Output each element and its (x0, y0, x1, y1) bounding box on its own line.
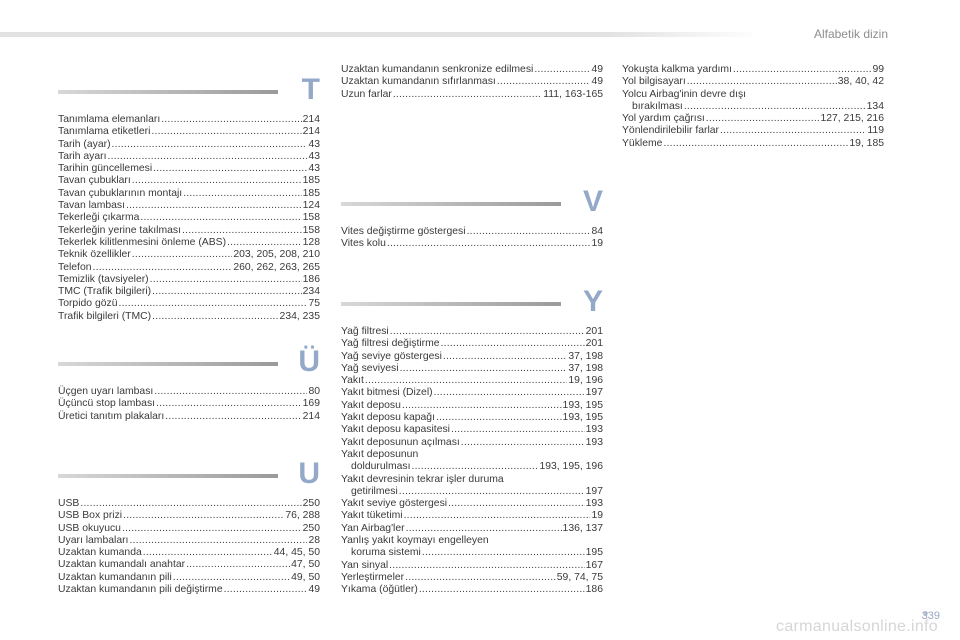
section-u (58, 454, 320, 596)
entry-term: Uzaktan kumandanın pili değiştirme (58, 584, 223, 596)
dot-leader (461, 437, 585, 449)
index-entry (341, 226, 603, 238)
entry-pages: 43 (308, 150, 320, 162)
entry-pages: 193, 195 (562, 399, 603, 411)
index-entry (58, 311, 320, 323)
dot-leader (434, 387, 585, 399)
entry-pages: 19 (591, 238, 603, 250)
index-entry-list (622, 64, 884, 150)
entry-pages: 185 (302, 187, 320, 199)
section-divider (58, 474, 278, 478)
index-entry (341, 338, 603, 350)
entry-term: Vites kolu (341, 238, 386, 250)
section-letter: U (298, 457, 320, 490)
entry-pages: 124 (302, 200, 320, 212)
index-entry (341, 424, 603, 436)
dot-leader (143, 547, 273, 559)
index-entry (58, 523, 320, 535)
entry-pages: 19, 185 (849, 137, 884, 149)
entry-term: Tanımlama etiketleri (58, 126, 151, 138)
dot-leader (405, 572, 556, 584)
entry-term: Yol bilgisayarı (622, 76, 686, 88)
entry-pages: 195 (585, 547, 603, 559)
entry-term: Yağ filtresi (341, 326, 389, 337)
entry-term: Yokuşta kalkma yardımı (622, 64, 732, 75)
index-entry (341, 437, 603, 449)
entry-pages: 37, 198 (568, 350, 603, 362)
index-entry (58, 510, 320, 522)
index-entry (341, 584, 603, 596)
index-entry (58, 535, 320, 547)
section-header (58, 70, 320, 110)
entry-term: TMC (Trafik bilgileri) (58, 286, 152, 298)
entry-term: Uzaktan kumandanın sıfırlanması (341, 76, 496, 88)
entry-term: USB okuyucu (58, 522, 121, 534)
index-entry (341, 560, 603, 572)
dot-leader (443, 351, 567, 363)
entry-term: Tavan lambası (58, 200, 125, 212)
section-divider (341, 302, 561, 306)
entry-term: getirilmesi (351, 485, 398, 497)
index-entry-list (58, 498, 320, 596)
section-header (58, 342, 320, 382)
index-entry (341, 387, 603, 399)
entry-pages: 49 (591, 76, 603, 88)
entry-term: Tavan çubuklarının montajı (58, 187, 183, 199)
section-header (341, 282, 603, 322)
entry-term: Yağ seviye göstergesi (341, 350, 442, 362)
watermark: carmanualsonline.info (776, 618, 938, 635)
entry-term: Uzun farlar (341, 88, 392, 100)
dot-leader (153, 163, 307, 175)
entry-term: Vites değiştirme göstergesi (341, 226, 466, 237)
entry-pages: 169 (302, 398, 320, 410)
index-entry (622, 101, 884, 113)
dot-leader (156, 398, 302, 410)
index-entry (58, 572, 320, 584)
entry-pages: 203, 205, 208, 210 (233, 249, 320, 261)
dot-leader (140, 212, 301, 224)
dot-leader (451, 424, 585, 436)
section-letter: V (582, 185, 603, 218)
entry-term: Tekerlek kilitlenmesini önleme (ABS) (58, 236, 227, 248)
index-entry (341, 572, 603, 584)
entry-pages: 43 (308, 138, 320, 150)
index-entry (341, 375, 603, 387)
section-divider (58, 362, 278, 366)
entry-pages: 260, 262, 263, 265 (233, 261, 320, 273)
index-entry (58, 274, 320, 286)
dot-leader (224, 584, 308, 596)
entry-term: bırakılması (632, 100, 683, 112)
dot-leader (150, 274, 302, 286)
index-entry (58, 225, 320, 237)
entry-term: Yakıt deposu kapasitesi (341, 424, 450, 436)
entry-term: Yağ seviyesi (341, 362, 399, 374)
index-entry (341, 238, 603, 250)
entry-term: Üretici tanıtım plakaları (58, 410, 165, 422)
dot-leader (412, 461, 539, 473)
entry-pages: 80 (308, 386, 320, 397)
entry-pages: 234, 235 (279, 310, 320, 322)
header-bar (0, 32, 760, 37)
entry-pages: 167 (585, 559, 603, 571)
section-y-continued (622, 60, 884, 150)
dot-leader (720, 125, 866, 137)
entry-term: Tekerleğin yerine takılması (58, 224, 182, 236)
entry-term: Uyarı lambaları (58, 534, 129, 546)
entry-pages: 186 (302, 273, 320, 285)
index-entry (622, 113, 884, 125)
entry-term: Yol yardım çağrısı (622, 113, 705, 125)
index-entry (341, 498, 603, 510)
entry-term: Yağ filtresi değiştirme (341, 338, 440, 350)
entry-term: Üçüncü stop lambası (58, 398, 156, 410)
index-entry (58, 249, 320, 261)
index-entry (58, 139, 320, 151)
section-header (341, 182, 603, 222)
entry-term: Yönlendirilebilir farlar (622, 125, 720, 137)
entry-pages: 44, 45, 50 (273, 547, 320, 559)
dot-leader (399, 486, 585, 498)
section-v (341, 182, 603, 251)
entry-pages: 134 (866, 100, 884, 112)
dot-leader (182, 225, 302, 237)
entry-pages: 76, 288 (285, 510, 320, 522)
dot-leader (93, 262, 233, 274)
section-u-umlaut (58, 342, 320, 423)
dot-leader (706, 113, 820, 125)
entry-pages: 49 (308, 584, 320, 596)
dot-leader (132, 249, 233, 261)
entry-term: Temizlik (tavsiyeler) (58, 273, 149, 285)
index-entry (58, 286, 320, 298)
entry-pages: 185 (302, 175, 320, 187)
index-entry (58, 498, 320, 510)
dot-leader (393, 89, 542, 101)
index-entry (58, 547, 320, 559)
index-entry (341, 510, 603, 522)
index-entry (341, 64, 603, 76)
entry-term: Uzaktan kumandanın pili (58, 571, 172, 583)
dot-leader (441, 338, 585, 350)
dot-leader (119, 298, 308, 310)
index-entry (58, 163, 320, 175)
entry-term: Yakıt devresinin tekrar işler duruma (341, 473, 504, 485)
section-letter: T (301, 73, 320, 106)
dot-leader (80, 498, 301, 510)
index-entry (341, 326, 603, 338)
entry-term: Yükleme (622, 137, 663, 149)
index-entry (341, 400, 603, 412)
entry-pages: 49, 50 (291, 571, 320, 583)
dot-leader (687, 76, 837, 88)
entry-term: Yan Airbag'ler (341, 522, 405, 534)
entry-term: koruma sistemi (351, 547, 421, 559)
index-entry-list (58, 386, 320, 423)
entry-pages: 250 (302, 522, 320, 534)
entry-pages: 136, 137 (562, 522, 603, 534)
index-entry (341, 363, 603, 375)
dot-leader (151, 126, 301, 138)
dot-leader (733, 64, 872, 76)
index-entry-list (58, 114, 320, 323)
index-entry-list (341, 64, 603, 101)
entry-pages: 59, 74, 75 (556, 571, 603, 583)
entry-term: Trafik bilgileri (TMC) (58, 310, 152, 322)
entry-term: Yakıt deposu (341, 399, 401, 411)
entry-pages: 84 (591, 226, 603, 237)
dot-leader (154, 386, 307, 398)
entry-term: Yolcu Airbag'inin devre dışı (622, 88, 747, 100)
entry-term: Yakıt bitmesi (Dizel) (341, 387, 433, 399)
index-entry (341, 523, 603, 535)
entry-term: Yakıt deposunun (341, 448, 419, 460)
dot-leader (390, 326, 585, 338)
dot-leader (108, 151, 308, 163)
index-entry (622, 138, 884, 150)
dot-leader (436, 412, 562, 424)
dot-leader (497, 76, 591, 88)
dot-leader (186, 559, 290, 571)
page-title: Alfabetik dizin (813, 27, 888, 41)
entry-term: Teknik özellikler (58, 249, 131, 261)
entry-term: Üçgen uyarı lambası (58, 386, 154, 397)
section-t (58, 70, 320, 323)
index-entry (58, 411, 320, 423)
dot-leader (402, 400, 562, 412)
entry-term: Yakıt seviye göstergesi (341, 498, 448, 510)
index-entry (341, 412, 603, 424)
page-number: 339 (921, 610, 940, 622)
index-entry (341, 547, 603, 559)
entry-pages: 193 (585, 498, 603, 510)
entry-term: Yakıt (341, 375, 364, 387)
entry-term: Tarih (ayar) (58, 138, 111, 150)
entry-pages: 197 (585, 485, 603, 497)
entry-pages: 197 (585, 387, 603, 399)
dot-leader (404, 510, 591, 522)
dot-leader (419, 584, 585, 596)
section-u-continued (341, 60, 603, 101)
entry-term: Torpido gözü (58, 298, 118, 310)
dot-leader (112, 139, 308, 151)
entry-term: Tarihin güncellemesi (58, 163, 153, 175)
index-entry (622, 76, 884, 88)
index-entry (58, 559, 320, 571)
entry-term: Yanlış yakıt koymayı engelleyen (341, 535, 489, 547)
entry-pages: 214 (302, 114, 320, 125)
dot-leader (183, 188, 301, 200)
entry-pages: 186 (585, 584, 603, 596)
index-entry (58, 386, 320, 398)
entry-term: Yakıt tüketimi (341, 510, 403, 522)
entry-pages: 28 (308, 534, 320, 546)
dot-leader (387, 238, 591, 250)
index-entry (58, 212, 320, 224)
dot-leader (406, 523, 562, 535)
dot-leader (161, 114, 301, 126)
section-y (341, 282, 603, 597)
index-entry-list (341, 226, 603, 251)
index-entry (58, 188, 320, 200)
entry-term: Tarih ayarı (58, 150, 107, 162)
index-entry-list (341, 326, 603, 597)
dot-leader (126, 200, 302, 212)
entry-pages: 47, 50 (291, 559, 320, 571)
entry-pages: 119 (867, 125, 884, 137)
entry-pages: 37, 198 (568, 362, 603, 374)
dot-leader (365, 375, 567, 387)
entry-pages: 127, 215, 216 (820, 113, 884, 125)
entry-term: USB Box prizi (58, 510, 123, 522)
entry-term: Yakıt deposunun açılması (341, 436, 460, 448)
index-entry (622, 64, 884, 76)
entry-pages: 214 (302, 126, 320, 138)
dot-leader (132, 175, 302, 187)
index-entry (58, 298, 320, 310)
entry-term: Telefon (58, 261, 92, 273)
index-entry (58, 175, 320, 187)
dot-leader (165, 411, 301, 423)
dot-leader (684, 101, 866, 113)
entry-term: Yıkama (öğütler) (341, 584, 418, 596)
entry-term: USB (58, 498, 80, 509)
index-entry (622, 89, 884, 101)
dot-leader (129, 535, 307, 547)
entry-term: doldurulması (351, 461, 411, 473)
dot-leader (152, 286, 302, 298)
index-entry (58, 237, 320, 249)
entry-pages: 158 (302, 212, 320, 224)
entry-term: Uzaktan kumandalı anahtar (58, 559, 186, 571)
section-letter: Ü (298, 345, 320, 378)
dot-leader (400, 363, 568, 375)
entry-pages: 250 (302, 498, 320, 509)
entry-term: Tavan çubukları (58, 175, 131, 187)
section-header (58, 454, 320, 494)
index-entry (341, 76, 603, 88)
entry-pages: 201 (585, 338, 603, 350)
entry-pages: 19 (591, 510, 603, 522)
dot-leader (122, 523, 302, 535)
index-entry (58, 114, 320, 126)
index-entry (341, 351, 603, 363)
entry-pages: 111, 163-165 (543, 88, 603, 100)
entry-term: Tanımlama elemanları (58, 114, 161, 125)
section-divider (58, 90, 278, 94)
index-entry (341, 461, 603, 473)
entry-pages: 193 (585, 436, 603, 448)
entry-pages: 43 (308, 163, 320, 175)
index-entry (341, 474, 603, 486)
dot-leader (173, 572, 290, 584)
dot-leader (534, 64, 590, 76)
index-entry (341, 535, 603, 547)
entry-term: Yakıt deposu kapağı (341, 412, 435, 424)
section-divider (341, 202, 561, 206)
entry-pages: 193, 195 (562, 412, 603, 424)
dot-leader (663, 138, 848, 150)
entry-pages: 234 (302, 286, 320, 298)
entry-pages: 193, 195, 196 (539, 461, 603, 473)
dot-leader (448, 498, 585, 510)
entry-pages: 99 (872, 64, 884, 75)
dot-leader (422, 547, 585, 559)
index-entry (341, 89, 603, 101)
index-entry (58, 398, 320, 410)
index-entry (58, 584, 320, 596)
dot-leader (467, 226, 591, 238)
entry-pages: 158 (302, 224, 320, 236)
entry-pages: 75 (308, 298, 320, 310)
index-entry (58, 151, 320, 163)
entry-term: Tekerleği çıkarma (58, 212, 140, 224)
entry-pages: 128 (302, 236, 320, 248)
entry-term: Yerleştirmeler (341, 571, 405, 583)
index-entry (58, 262, 320, 274)
entry-pages: 193 (585, 424, 603, 436)
entry-pages: 19, 196 (568, 375, 603, 387)
dot-leader (227, 237, 302, 249)
dot-leader (123, 510, 284, 522)
dot-leader (152, 311, 278, 323)
entry-term: Yan sinyal (341, 559, 389, 571)
entry-term: Uzaktan kumanda (58, 547, 142, 559)
entry-pages: 201 (585, 326, 603, 337)
index-entry (58, 126, 320, 138)
entry-pages: 38, 40, 42 (837, 76, 884, 88)
entry-pages: 49 (591, 64, 603, 75)
entry-pages: 214 (302, 410, 320, 422)
index-entry (58, 200, 320, 212)
index-entry (341, 486, 603, 498)
section-letter: Y (582, 285, 603, 318)
entry-term: Uzaktan kumandanın senkronize edilmesi (341, 64, 534, 75)
index-entry (341, 449, 603, 461)
dot-leader (389, 560, 584, 572)
index-entry (622, 125, 884, 137)
